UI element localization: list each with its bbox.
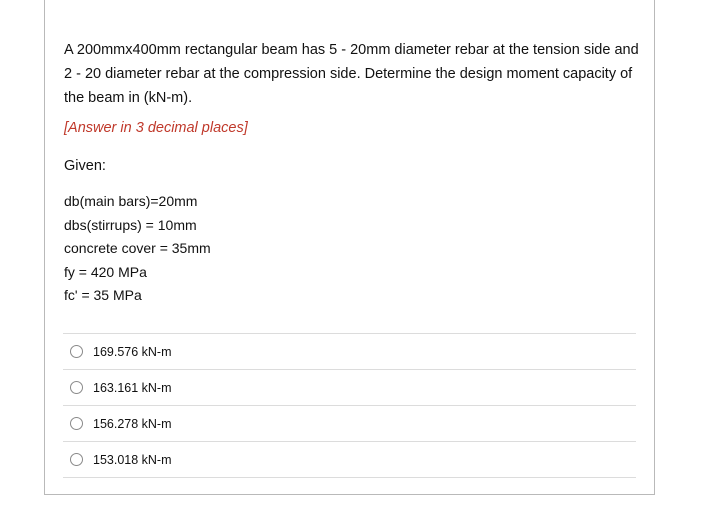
given-title: Given:	[64, 158, 106, 174]
question-text: A 200mmx400mm rectangular beam has 5 - 20mm diameter rebar at the tension side and 2 - 20 diameter rebar at the compression side. Determine the design moment capacity of the beam in (kN-m).	[64, 42, 639, 106]
given-item-main-bars: db(main bars)=20mm	[64, 193, 198, 209]
radio-button[interactable]	[70, 417, 83, 430]
answer-options	[63, 333, 636, 478]
answer-option-2[interactable]	[63, 370, 636, 406]
radio-button[interactable]	[70, 381, 83, 394]
given-list	[64, 190, 211, 308]
given-item-fc: fc' = 35 MPa	[64, 287, 142, 303]
answer-option-label: 156.278 kN-m	[93, 416, 172, 431]
given-item-stirrups: dbs(stirrups) = 10mm	[64, 216, 197, 233]
given-item-fy: fy = 420 MPa	[64, 263, 147, 280]
answer-option-1[interactable]	[63, 334, 636, 370]
answer-option-3[interactable]	[63, 406, 636, 442]
answer-hint: [Answer in 3 decimal places]	[64, 120, 248, 136]
radio-button[interactable]	[70, 345, 83, 358]
answer-option-label: 153.018 kN-m	[93, 452, 172, 467]
answer-option-label: 169.576 kN-m	[93, 344, 172, 359]
given-item-cover: concrete cover = 35mm	[64, 240, 211, 256]
answer-option-label: 163.161 kN-m	[93, 380, 172, 395]
radio-button[interactable]	[70, 453, 83, 466]
answer-option-4[interactable]	[63, 442, 636, 478]
